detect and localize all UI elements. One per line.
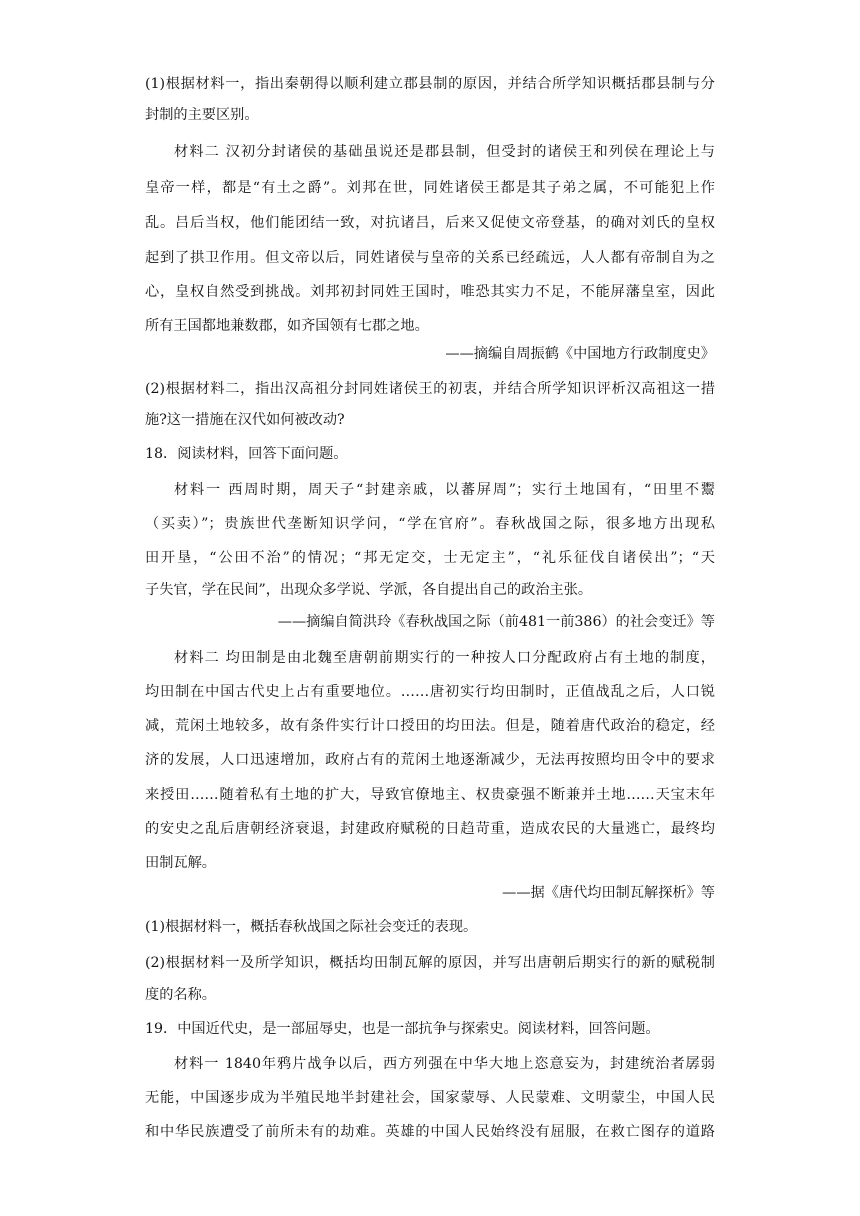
text-line: 施?这一措施在汉代如何被改动? [145, 412, 345, 428]
text-line: 均田制在中国古代史上占有重要地位。……唐初实行均田制时，正值战乱之后，人口锐 [145, 684, 715, 700]
text-line: (2)根据材料二，指出汉高祖分封同姓诸侯王的初衷，并结合所学知识评析汉高祖这一措 [145, 381, 715, 397]
text-line: 度的名称。 [145, 987, 216, 1003]
text-line: 封制的主要区别。 [145, 107, 259, 123]
text-line: 田开垦，“公田不治”的情况；“邦无定交，士无定主”，“礼乐征伐自诸侯出”；“天 [145, 550, 715, 566]
text-line: (1)根据材料一，概括春秋战国之际社会变迁的表现。 [145, 919, 478, 935]
text-line: 来授田……随着私有土地的扩大，导致官僚地主、权贵豪强不断兼并土地……天宝末年 [145, 787, 715, 803]
text-line: (1)根据材料一，指出秦朝得以顺利建立郡县制的原因，并结合所学知识概括郡县制与分 [145, 76, 715, 92]
question-heading: 19．中国近代史，是一部屈辱史，也是一部抗争与探索史。阅读材料，回答问题。 [145, 1021, 660, 1037]
text-line: 乱。吕后当权，他们能团结一致，对抗诸吕，后来又促使文帝登基，的确对刘氏的皇权 [145, 215, 715, 231]
text-line: 材料一 1840年鸦片战争以后，西方列强在中华大地上恣意妄为，封建统治者孱弱 [174, 1056, 715, 1072]
text-line: 无能，中国逐步成为半殖民地半封建社会，国家蒙辱、人民蒙难、文明蒙尘，中国人民 [145, 1090, 715, 1106]
question-heading: 18．阅读材料，回答下面问题。 [145, 446, 348, 462]
source-citation: ——摘编自周振鹤《中国地方行政制度史》 [445, 346, 715, 362]
text-line: 心，皇权自然受到挑战。刘邦初封同姓王国时，唯恐其实力不足，不能屏藩皇室，因此 [145, 284, 715, 300]
source-citation: ——据《唐代均田制瓦解探析》等 [502, 885, 715, 901]
text-line: 减，荒闲土地较多，故有条件实行计口授田的均田法。但是，随着唐代政治的稳定，经 [145, 718, 715, 734]
text-line: 和中华民族遭受了前所未有的劫难。英雄的中国人民始终没有屈服，在救亡图存的道路 [145, 1124, 715, 1140]
text-line: 材料一 西周时期，周天子“封建亲戚，以蕃屏周”；实行土地国有，“田里不鬻 [174, 482, 715, 498]
text-line: 材料二 均田制是由北魏至唐朝前期实行的一种按人口分配政府占有土地的制度， [174, 650, 715, 666]
text-line: 所有王国都地兼数郡，如齐国领有七郡之地。 [145, 318, 429, 334]
text-line: 起到了拱卫作用。但文帝以后，同姓诸侯与皇帝的关系已经疏远，人人都有帝制自为之 [145, 250, 715, 266]
text-line: 皇帝一样，都是“有土之爵”。刘邦在世，同姓诸侯王都是其子弟之属，不可能犯上作 [145, 180, 715, 196]
text-line: 的安史之乱后唐朝经济衰退，封建政府赋税的日趋苛重，造成农民的大量逃亡，最终均 [145, 821, 715, 837]
text-line: （买卖）”；贵族世代垄断知识学问，“学在官府”。春秋战国之际，很多地方出现私 [145, 516, 715, 532]
text-line: 田制瓦解。 [145, 855, 216, 871]
text-line: 子失官，学在民间”，出现众多学说、学派，各自提出自己的政治主张。 [145, 582, 593, 598]
text-line: (2)根据材料一及所学知识，概括均田制瓦解的原因，并写出唐朝后期实行的新的赋税制 [145, 955, 715, 971]
text-line: 济的发展，人口迅速增加，政府占有的荒闲土地逐渐减少，无法再按照均田令中的要求 [145, 752, 715, 768]
source-citation: ——摘编自简洪玲《春秋战国之际（前481一前386）的社会变迁》等 [277, 614, 715, 630]
text-line: 材料二 汉初分封诸侯的基础虽说还是郡县制，但受封的诸侯王和列侯在理论上与 [174, 144, 715, 160]
